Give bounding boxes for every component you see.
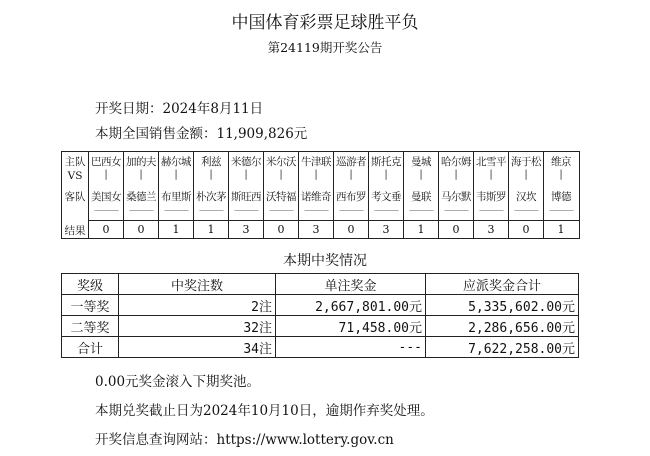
deadline-note: 本期兑奖截止日为2024年10月10日，逾期作弃奖处理。 xyxy=(95,403,434,419)
column-divider xyxy=(193,152,194,238)
away-team: 韦斯罗 xyxy=(476,191,506,203)
home-team: 维京 xyxy=(551,156,571,168)
away-team: 美国女 xyxy=(91,191,121,203)
vs-separator: | xyxy=(384,169,388,180)
match-result: 0 xyxy=(522,223,530,236)
column-divider xyxy=(473,152,474,238)
vs-separator: | xyxy=(209,169,213,180)
match-result: 0 xyxy=(452,223,460,236)
row-label-away: 客队 xyxy=(64,191,86,203)
header-count: 中奖注数 xyxy=(119,274,276,295)
vs-separator: | xyxy=(349,169,353,180)
header-total: 应派奖金合计 xyxy=(426,274,579,295)
match-result: 0 xyxy=(137,223,145,236)
match-column xyxy=(369,152,403,238)
prize-single: 2,667,801.00元 xyxy=(276,295,426,316)
match-result: 0 xyxy=(347,223,355,236)
match-result: 1 xyxy=(172,223,180,236)
home-team: 赫尔城 xyxy=(161,156,191,168)
away-team: 沃特福 xyxy=(266,191,296,203)
match-column xyxy=(439,152,473,238)
row-label-home: 主队 xyxy=(64,156,86,168)
home-team: 巴西女 xyxy=(91,156,121,168)
match-result: 1 xyxy=(557,223,565,236)
away-team: 布里斯 xyxy=(161,191,191,203)
score-placeholder: ——— xyxy=(94,206,118,216)
home-team: 曼城 xyxy=(411,156,431,168)
draw-date: 开奖日期：2024年8月11日 xyxy=(95,101,264,117)
score-placeholder: ——— xyxy=(164,206,188,216)
home-team: 巡游者 xyxy=(336,156,366,168)
announcement-title: 中国体育彩票足球胜平负 xyxy=(231,13,419,33)
away-team: 考文垂 xyxy=(371,191,401,203)
away-team: 桑德兰 xyxy=(126,191,156,203)
vs-separator: | xyxy=(559,169,563,180)
match-result: 3 xyxy=(312,223,320,236)
match-result: 3 xyxy=(487,223,495,236)
score-placeholder: ——— xyxy=(199,206,223,216)
score-placeholder: ——— xyxy=(339,206,363,216)
home-team: 利兹 xyxy=(201,156,221,168)
vs-separator: | xyxy=(244,169,248,180)
row-label-vs: VS xyxy=(67,170,83,182)
prize-count: 32注 xyxy=(119,316,276,337)
home-team: 哈尔姆 xyxy=(441,156,471,168)
column-divider xyxy=(158,152,159,238)
match-column xyxy=(89,152,123,238)
match-column xyxy=(544,152,578,238)
home-team: 北雪平 xyxy=(476,156,506,168)
prize-table-header xyxy=(62,274,579,295)
website-note: 开奖信息查询网站：https://www.lottery.gov.cn xyxy=(95,432,394,448)
row-label-result: 结果 xyxy=(64,225,86,237)
away-team: 西布罗 xyxy=(336,191,366,203)
home-team: 米尔沃 xyxy=(266,156,296,168)
prize-single: --- xyxy=(276,337,426,358)
match-result: 3 xyxy=(382,223,390,236)
prize-level: 二等奖 xyxy=(62,316,119,337)
score-placeholder: ——— xyxy=(479,206,503,216)
match-column xyxy=(194,152,228,238)
vs-separator: | xyxy=(279,169,283,180)
match-column xyxy=(229,152,263,238)
column-divider xyxy=(123,152,124,238)
prize-total: 2,286,656.00元 xyxy=(426,316,579,337)
match-result: 0 xyxy=(102,223,110,236)
column-divider xyxy=(333,152,334,238)
score-placeholder: ——— xyxy=(129,206,153,216)
column-divider xyxy=(508,152,509,238)
home-team: 加的夫 xyxy=(126,156,156,168)
home-team: 斯托克 xyxy=(371,156,401,168)
column-divider xyxy=(438,152,439,238)
prize-table xyxy=(61,273,579,358)
prize-count: 2注 xyxy=(119,295,276,316)
score-placeholder: ——— xyxy=(374,206,398,216)
prize-total: 5,335,602.00元 xyxy=(426,295,579,316)
score-placeholder: ——— xyxy=(304,206,328,216)
match-result: 1 xyxy=(207,223,215,236)
column-divider xyxy=(263,152,264,238)
prize-row-total xyxy=(62,337,579,358)
column-divider xyxy=(298,152,299,238)
match-column xyxy=(124,152,158,238)
match-column xyxy=(509,152,543,238)
score-placeholder: ——— xyxy=(409,206,433,216)
match-result: 3 xyxy=(242,223,250,236)
prize-section-title: 本期中奖情况 xyxy=(283,253,367,269)
column-divider xyxy=(403,152,404,238)
away-team: 汉坎 xyxy=(516,191,536,203)
match-column xyxy=(334,152,368,238)
vs-separator: | xyxy=(489,169,493,180)
vs-separator: | xyxy=(174,169,178,180)
prize-single: 71,458.00元 xyxy=(276,316,426,337)
column-divider xyxy=(228,152,229,238)
vs-separator: | xyxy=(104,169,108,180)
prize-level: 一等奖 xyxy=(62,295,119,316)
away-team: 马尔默 xyxy=(441,191,471,203)
match-column xyxy=(404,152,438,238)
match-column xyxy=(474,152,508,238)
rollover-note: 0.00元奖金滚入下期奖池。 xyxy=(95,374,261,390)
match-column xyxy=(159,152,193,238)
away-team: 博德 xyxy=(551,191,571,203)
vs-separator: | xyxy=(139,169,143,180)
header-single: 单注奖金 xyxy=(276,274,426,295)
score-placeholder: ——— xyxy=(234,206,258,216)
sales-amount: 本期全国销售金额：11,909,826元 xyxy=(95,126,308,142)
match-column xyxy=(299,152,333,238)
away-team: 诺维奇 xyxy=(301,191,331,203)
score-placeholder: ——— xyxy=(514,206,538,216)
column-divider xyxy=(368,152,369,238)
match-result: 1 xyxy=(417,223,425,236)
score-placeholder: ——— xyxy=(549,206,573,216)
prize-row-second xyxy=(62,316,579,337)
vs-separator: | xyxy=(524,169,528,180)
home-team: 海于松 xyxy=(511,156,541,168)
vs-separator: | xyxy=(314,169,318,180)
issue-number: 第24119期开奖公告 xyxy=(267,40,383,55)
away-team: 朴次茅 xyxy=(196,191,226,203)
away-team: 斯旺西 xyxy=(231,191,261,203)
away-team: 曼联 xyxy=(411,191,431,203)
match-column xyxy=(264,152,298,238)
score-placeholder: ——— xyxy=(269,206,293,216)
header-level: 奖级 xyxy=(62,274,119,295)
prize-level: 合计 xyxy=(62,337,119,358)
match-result: 0 xyxy=(277,223,285,236)
score-placeholder: ——— xyxy=(444,206,468,216)
prize-total: 7,622,258.00元 xyxy=(426,337,579,358)
match-table xyxy=(61,151,580,239)
home-team: 牛津联 xyxy=(301,156,331,168)
prize-count: 34注 xyxy=(119,337,276,358)
column-divider xyxy=(543,152,544,238)
vs-separator: | xyxy=(419,169,423,180)
vs-separator: | xyxy=(454,169,458,180)
home-team: 米德尔 xyxy=(231,156,261,168)
prize-row-first xyxy=(62,295,579,316)
